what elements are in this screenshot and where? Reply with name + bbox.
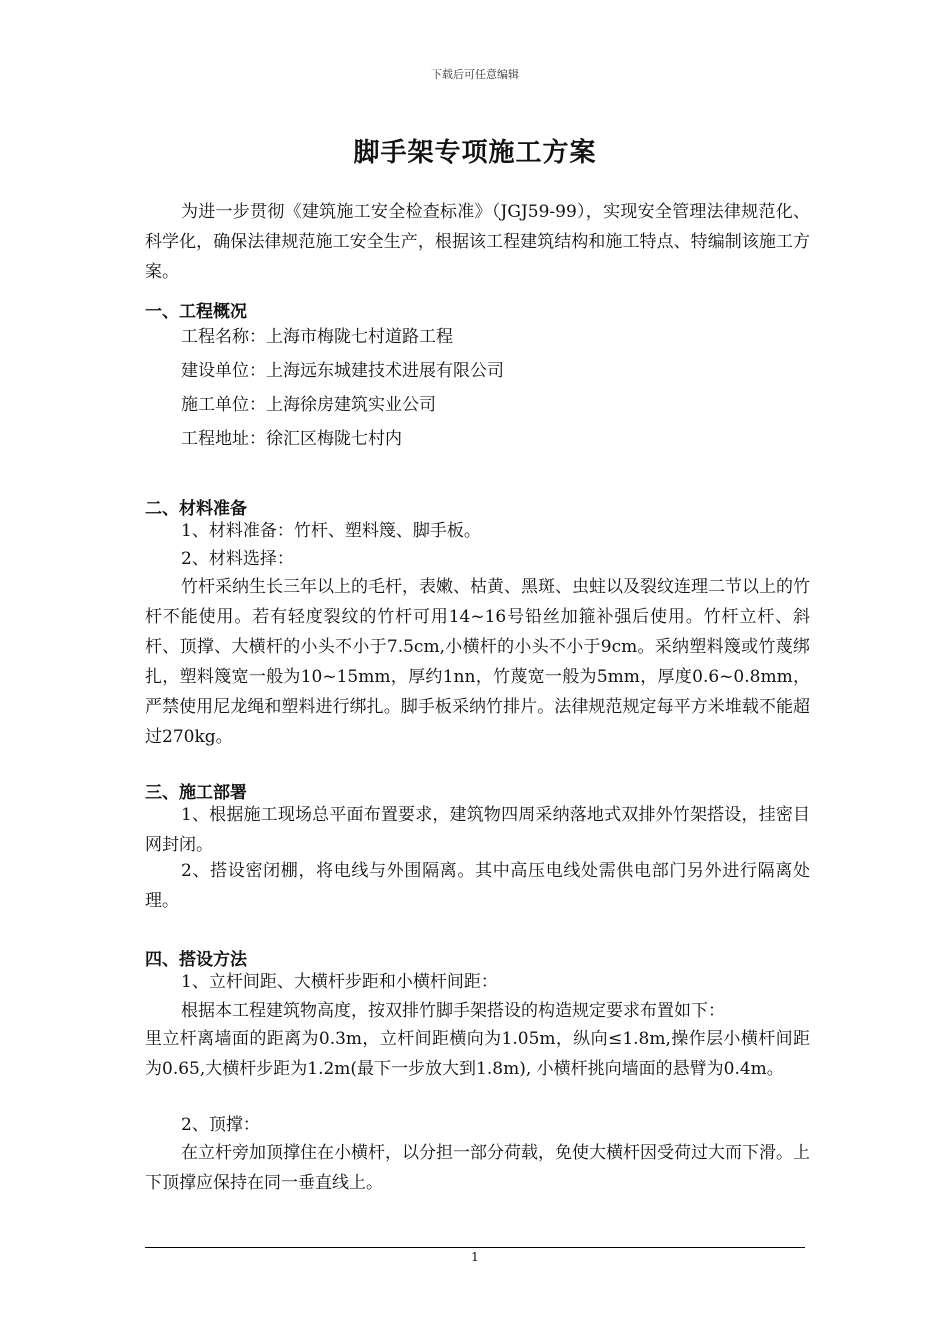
method-layout-line: 根据本工程建筑物高度，按双排竹脚手架搭设的构造规定要求布置如下： bbox=[181, 1001, 725, 1021]
project-name: 工程名称：上海市梅陇七村道路工程 bbox=[181, 327, 453, 347]
method-paragraph-1: 里立杆离墙面的距离为0.3m，立杆间距横向为1.05m，纵向≤1.8m,操作层小横杆间距为0.65,大横杆步距为1.2m(最下一步放大到1.8m), 小横杆挑向墙面的悬臂为0.4m。 bbox=[145, 1029, 810, 1079]
header-note: 下载后可任意编辑 bbox=[431, 68, 519, 81]
project-address: 工程地址：徐汇区梅陇七村内 bbox=[181, 429, 402, 449]
builder-unit: 施工单位：上海徐房建筑实业公司 bbox=[181, 395, 436, 415]
deployment-paragraph-1: 1、根据施工现场总平面布置要求，建筑物四周采纳落地式双排外竹架搭设，挂密目网封闭。 bbox=[145, 805, 810, 855]
footer-rule bbox=[145, 1247, 805, 1248]
materials-prep-line: 1、材料准备：竹杆、塑料篾、脚手板。 bbox=[181, 521, 481, 541]
method-spacing-line: 1、立杆间距、大横杆步距和小横杆间距： bbox=[181, 972, 498, 992]
section-heading-overview: 一、工程概况 bbox=[145, 302, 247, 322]
intro-paragraph: 为进一步贯彻《建筑施工安全检查标准》（JGJ59-99），实现安全管理法律规范化、科学化，确保法律规范施工安全生产，根据该工程建筑结构和施工特点、特编制该施工方案。 bbox=[145, 202, 810, 282]
method-brace-line: 2、顶撑： bbox=[181, 1115, 260, 1135]
construction-unit: 建设单位：上海远东城建技术进展有限公司 bbox=[181, 361, 504, 381]
section-heading-method: 四、搭设方法 bbox=[145, 950, 247, 970]
page-title: 脚手架专项施工方案 bbox=[353, 138, 597, 168]
deployment-paragraph-2: 2、搭设密闭棚，将电线与外围隔离。其中高压电线处需供电部门另外进行隔离处理。 bbox=[145, 861, 810, 911]
method-paragraph-2: 在立杆旁加顶撑住在小横杆，以分担一部分荷载，免使大横杆因受荷过大而下滑。上下顶撑应保持在同一垂直线上。 bbox=[145, 1143, 810, 1193]
section-heading-materials: 二、材料准备 bbox=[145, 499, 247, 519]
materials-choice-line: 2、材料选择： bbox=[181, 549, 294, 569]
materials-paragraph: 竹杆采纳生长三年以上的毛杆，表嫩、枯黄、黑斑、虫蛀以及裂纹连理二节以上的竹杆不能使用。若有轻度裂纹的竹杆可用14~16号铅丝加箍补强后使用。竹杆立杆、斜杆、顶撑、大横杆的小头不小于7.5cm,小横杆的小头不小于9cm。采纳塑料篾或竹蔑绑扎，塑料篾宽一般为10~15mm，厚约1nn，竹蔑宽一般为5mm，厚度0.6~0.8mm，严禁使用尼龙绳和塑料进行绑扎。脚手板采纳竹排片。法律规范规定每平方米堆载不能超过270kg。 bbox=[145, 577, 810, 747]
section-heading-deployment: 三、施工部署 bbox=[145, 783, 247, 803]
page-number: 1 bbox=[471, 1250, 479, 1264]
